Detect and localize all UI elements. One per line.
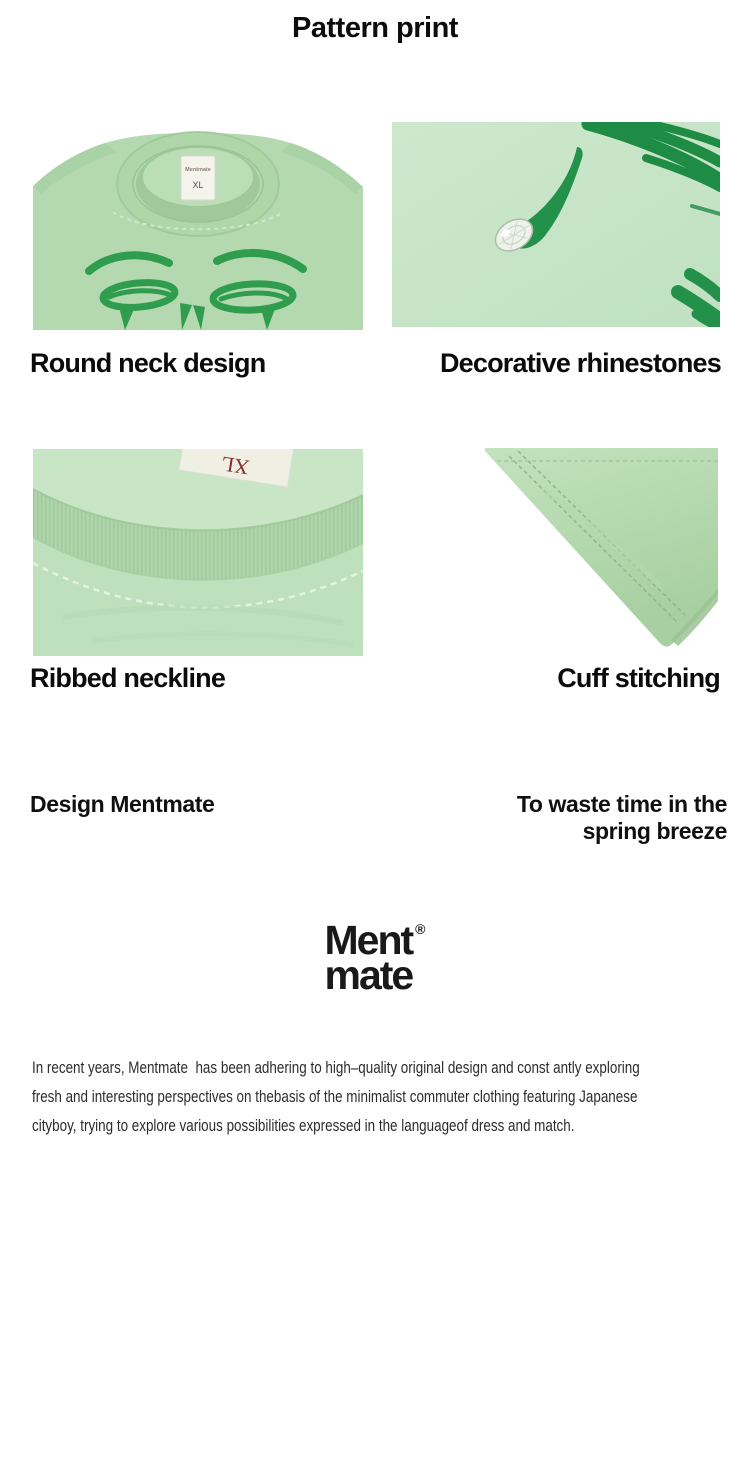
logo-line-1: Ment ® xyxy=(324,917,426,963)
brand-tagline xyxy=(517,791,727,845)
about-text xyxy=(32,1053,722,1140)
round-neck-photo xyxy=(33,122,363,330)
rhinestone-photo xyxy=(392,122,720,327)
about-line: In recent years, Mentmate has been adhering to high–quality original design and const antly exploring xyxy=(32,1058,640,1077)
svg-text:Mentmate: Mentmate xyxy=(185,167,211,173)
tagline-line-2: spring breeze xyxy=(582,818,727,844)
logo-line-2: mate xyxy=(324,952,413,998)
rhinestone-closeup-illustration xyxy=(392,122,720,327)
about-line: fresh and interesting perspectives on thebasis of the minimalist commuter clothing featuring Japanese xyxy=(32,1087,638,1106)
svg-text:XL: XL xyxy=(192,180,204,190)
registered-mark: ® xyxy=(415,921,426,937)
svg-text:XL: XL xyxy=(219,451,251,480)
caption-round-neck: Round neck design xyxy=(30,348,266,378)
ribbed-neckline-illustration xyxy=(33,449,363,656)
caption-ribbed: Ribbed neckline xyxy=(30,663,226,693)
tagline-line-1: To waste time in the xyxy=(516,791,727,817)
brand-logo xyxy=(0,912,750,998)
page-title: Pattern print xyxy=(292,12,458,44)
about-line: cityboy, trying to explore various possibilities expressed in the languageof dress and match. xyxy=(32,1116,575,1135)
caption-rhinestone: Decorative rhinestones xyxy=(439,348,721,378)
design-label: Design Mentmate xyxy=(30,791,215,817)
tshirt-collar-illustration xyxy=(33,122,363,330)
ribbed-neckline-photo xyxy=(33,449,363,656)
cuff-photo xyxy=(425,448,718,655)
caption-cuff: Cuff stitching xyxy=(557,663,720,693)
size-tag xyxy=(181,156,215,200)
cuff-illustration xyxy=(425,448,718,655)
